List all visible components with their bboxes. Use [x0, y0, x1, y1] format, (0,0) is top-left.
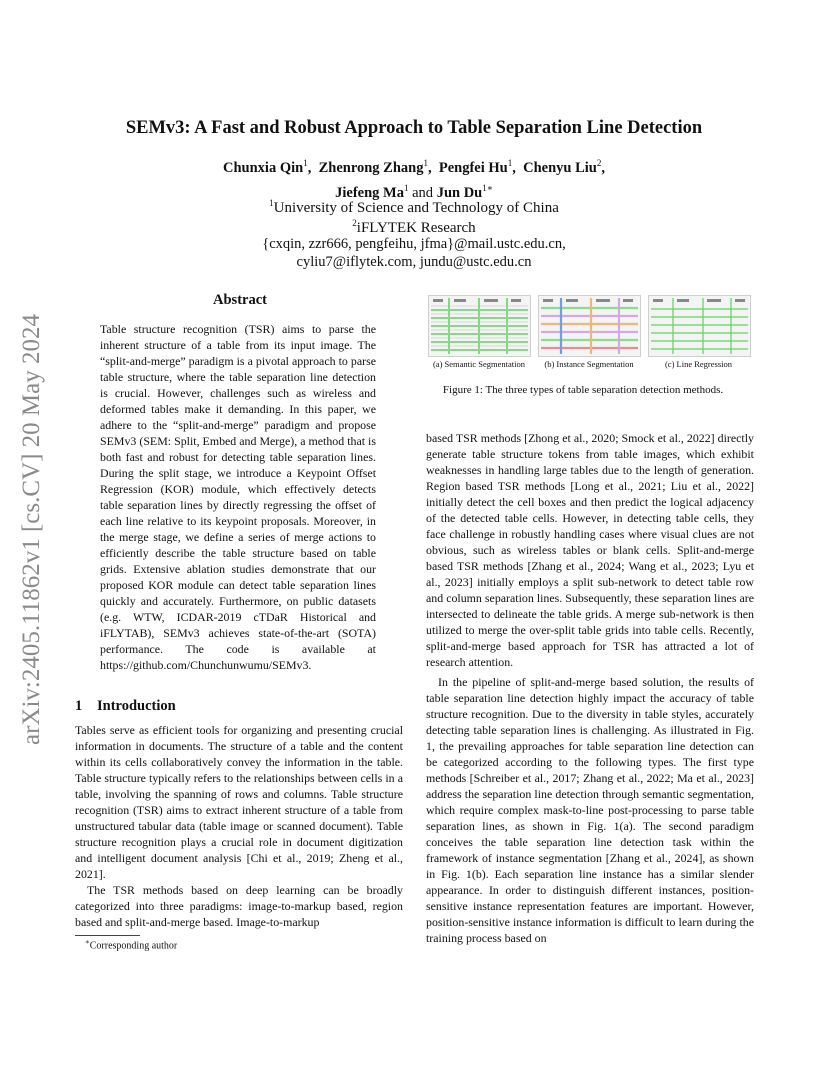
author-affil-mark: 1: [303, 158, 308, 168]
footnote-rule: [75, 935, 140, 936]
abstract-heading: Abstract: [213, 292, 267, 308]
affil-text: University of Science and Technology of China: [273, 200, 559, 216]
author-affil-mark: 1: [507, 158, 513, 168]
author-name: Chenyu Liu: [523, 159, 597, 176]
author-name: Jiefeng Ma: [335, 184, 404, 201]
right-para-1: based TSR methods [Zhong et al., 2020; Smock et al., 2022] directly generate table structure tokens from table images, which exhibit weaknesses in handling large tables due to the length of generation. Region based TSR methods [Long et al., 2021; Liu et al., 2022] initially detect the cell boxes and then predict the logical adjacency of the detected table cells. However, in detecting table cells, they face challenge in robustly handling cases where visual clues are not obvious, such as wireless tables or blank cells. Split-and-merge based TSR methods [Zhang et al., 2024; Wang et al., 2023; Lyu et al., 2023] initially employs a split sub-network to detect table row and column separation lines. Subsequently, these separation lines are intersected to delineate the table grids. A merge sub-network is then utilized to merge the over-split table grids into table cells. Recently, split-and-merge based approach for TSR has attracted a lot of research attention.: [426, 431, 754, 669]
author-affil-mark: 1∗: [482, 182, 493, 193]
author-and: and: [412, 184, 434, 201]
footnote-text: Corresponding author: [89, 940, 178, 952]
section-number: 1: [75, 698, 83, 714]
subcaption-a: (a) Semantic Segmentation: [432, 359, 526, 369]
email-line-1: {cxqin, zzr666, pengfeihu, jfma}@mail.ustc.edu.cn,: [262, 236, 566, 252]
figure-panel-semantic: [428, 295, 531, 357]
subcaption-c: (c) Line Regression: [664, 359, 733, 369]
paper-title: SEMv3: A Fast and Robust Approach to Table Separation Line Detection: [125, 118, 703, 138]
right-para-2: In the pipeline of split-and-merge based solution, the results of table separation line detection highly impact the accuracy of table structure recognition. Due to the diversity in table styles, accurately detecting table separation lines is challenging. As illustrated in Fig. 1, the prevailing approaches for table separation line detection can be categorized according to the following types. The first type methods [Schreiber et al., 2017; Zhang et al., 2022; Ma et al., 2023] address the separation line detection through semantic segmentation, which require complex mask-to-line post-processing to parse table separation lines, as shown in Fig. 1(a). The second paradigm conceives the table separation line detection task within the framework of instance segmentation [Zhang et al., 2024], as shown in Fig. 1(b). Each separation line instance has a similar slender appearance. In order to distinguish different instances, position-sensitive instance representation features are important. However, position-sensitive instance information is difficult to learn during the training process based on: [426, 675, 754, 945]
figure-panel-instance: [538, 295, 641, 357]
abstract-text: Table structure recognition (TSR) aims to parse the inherent structure of a table from its input image. The “split-and-merge” paradigm is a pivotal approach to parse table structure, where the table separation line detection is crucial. However, challenges such as wireless and deformed tables make it demanding. In this paper, we adhere to the “split-and-merge” paradigm and propose SEMv3 (SEM: Split, Embed and Merge), a method that is both fast and robust for detecting table separation lines. During the split stage, we introduce a Keypoint Offset Regression (KOR) module, which effectively detects table separation lines by directly regressing the offset of each line relative to its keypoint proposals. Moreover, in the merge stage, we define a series of merge actions to efficiently describe the table structure based on table grids. Extensive ablation studies demonstrate that our proposed KOR module can detect table separation lines quickly and accurately. Furthermore, on public datasets (e.g. WTW, ICDAR-2019 cTDaR Historical and iFLYTAB), SEMv3 achieves state-of-the-art (SOTA) performance. The code is available at https://github.com/Chunchunwumu/SEMv3.: [100, 322, 376, 672]
abstract-body: [100, 321, 376, 673]
line-regression-image: [649, 296, 750, 356]
author-name: Chunxia Qin: [223, 159, 304, 176]
figure-caption: Figure 1: The three types of table separation detection methods.: [442, 384, 724, 396]
intro-para-1: Tables serve as efficient tools for organizing and presenting crucial information in documents. The structure of a table and the content within its cells collaboratively convey the information in the table. Table structure typically refers to the relationships between cells in a table, involving the spanning of rows and columns. Table structure recognition (TSR) aims to extract inherent structure of a table from unstructured tabular data (table image or scanned document). Table structure recognition plays a crucial role in document digitization and intelligent document analysis [Chi et al., 2019; Zheng et al., 2021].: [75, 723, 403, 881]
author-name: Zhenrong Zhang: [318, 159, 424, 176]
right-column: [426, 430, 754, 946]
author-affil-mark: 1: [423, 158, 428, 168]
author-name: Jun Du: [436, 184, 483, 201]
footnote-mark: ∗: [85, 938, 90, 946]
instance-segmentation-image: [539, 296, 640, 356]
subcaption-b: (b) Instance Segmentation: [544, 359, 634, 369]
figure-panel-regression: [648, 295, 751, 357]
affil-mark: 2: [352, 218, 357, 228]
affil-text: iFLYTEK Research: [356, 220, 476, 236]
semantic-segmentation-image: [429, 296, 530, 356]
author-affil-mark: 1: [404, 182, 409, 193]
author-name: Pengfei Hu: [438, 159, 508, 176]
affil-mark: 1: [269, 198, 274, 208]
author-line-1: Chunxia Qin$^1$, Zhenrong Zhang$^1$, Pengfei Hu$^1$, Chenyu Liu$^2$,: [223, 158, 605, 176]
intro-column: [75, 722, 403, 930]
intro-para-2: The TSR methods based on deep learning can be broadly categorized into three paradigms: image-to-markup based, region based and split-and-merge based. Image-to-markup: [75, 883, 403, 929]
section-heading: [75, 698, 176, 715]
arxiv-stamp: arXiv:2405.11862v1 [cs.CV] 20 May 2024: [18, 314, 45, 745]
email-line-2: cyliu7@iflytek.com, jundu@ustc.edu.cn: [296, 254, 532, 270]
section-title: Introduction: [97, 698, 176, 714]
footnote: [85, 938, 177, 951]
author-affil-mark: 2: [596, 158, 602, 168]
